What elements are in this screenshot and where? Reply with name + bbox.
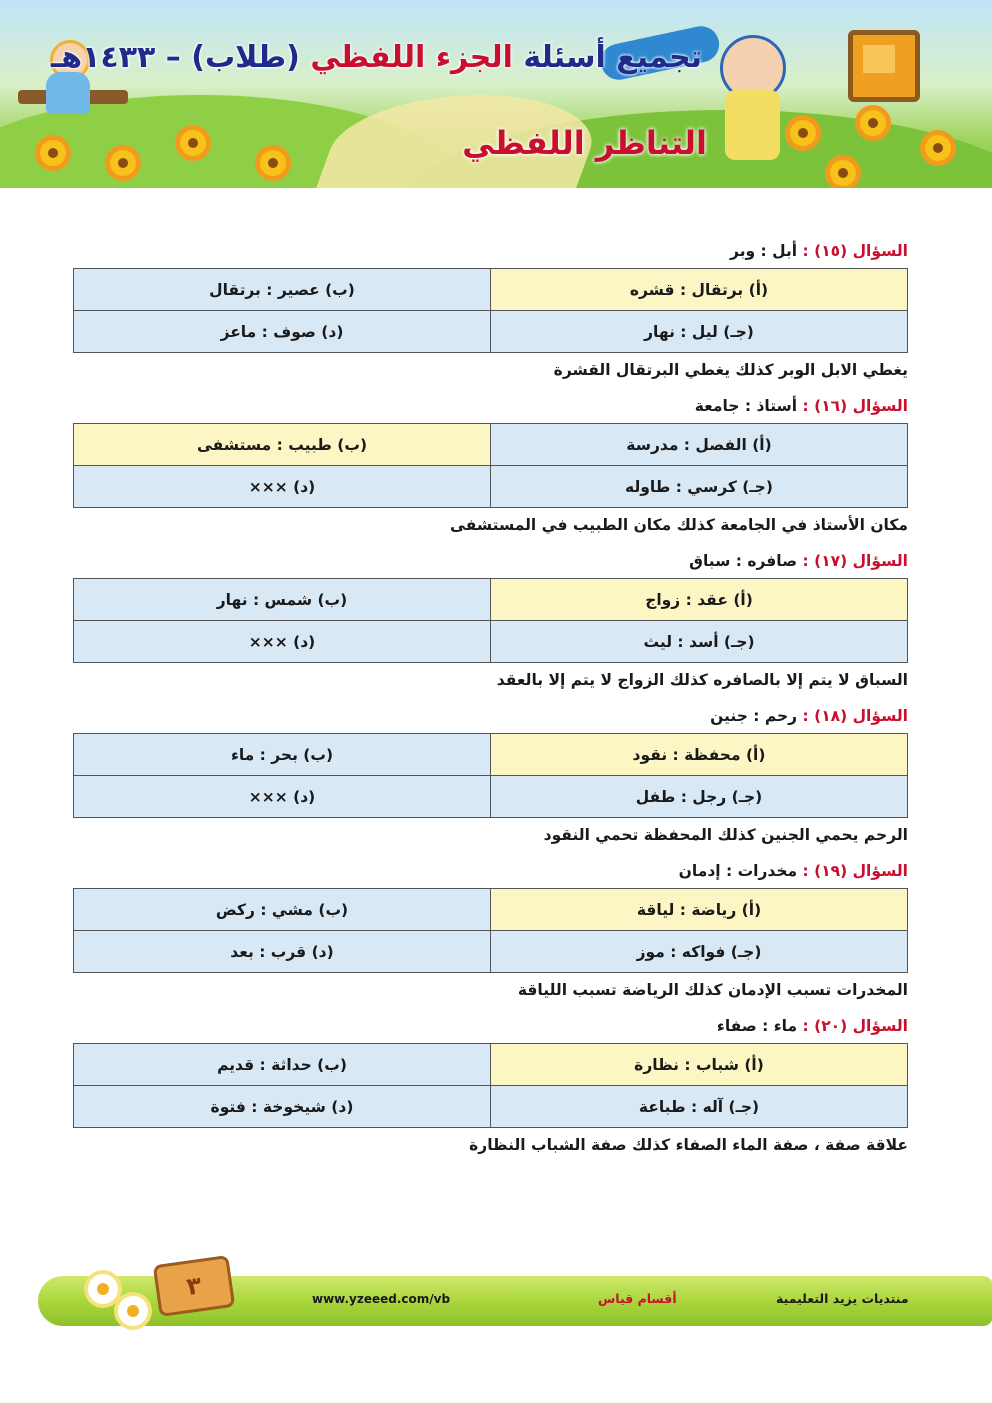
footer-url-link[interactable]: www.yzeeed.com/vb: [312, 1292, 451, 1306]
option-d[interactable]: (د) ×××: [74, 621, 491, 663]
option-d[interactable]: (د) قرب : بعد: [74, 931, 491, 973]
explanation-17: السباق لا يتم إلا بالصافره كذلك الزواج لا يتم إلا بالعقد: [496, 671, 908, 689]
question-label: السؤال (١٥) :: [802, 242, 908, 260]
explanation-16: مكان الأستاذ في الجامعة كذلك مكان الطبيب في المستشفى: [450, 516, 908, 534]
title-part-1: تجميع أسئلة: [523, 40, 702, 75]
option-d[interactable]: (د) ×××: [74, 466, 491, 508]
option-a[interactable]: (أ) محفظة : نقود: [491, 734, 908, 776]
question-label: السؤال (١٨) :: [802, 707, 908, 725]
question-19: [73, 856, 908, 886]
explanation-18: الرحم يحمي الجنين كذلك المحفظة تحمي النقود: [543, 826, 908, 844]
options-table-15: [73, 268, 908, 353]
option-b[interactable]: (ب) عصير : برتقال: [74, 269, 491, 311]
flower-icon: [925, 135, 951, 161]
option-c[interactable]: (جـ) كرسي : طاوله: [491, 466, 908, 508]
option-a[interactable]: (أ) برتقال : قشره: [491, 269, 908, 311]
option-d[interactable]: (د) صوف : ماعز: [74, 311, 491, 353]
question-label: السؤال (١٩) :: [802, 862, 908, 880]
question-pair: رحم : جنين: [710, 707, 798, 725]
option-a[interactable]: (أ) شباب : نظارة: [491, 1044, 908, 1086]
option-a[interactable]: (أ) عقد : زواج: [491, 579, 908, 621]
flower-icon: [830, 160, 856, 186]
option-d[interactable]: (د) ×××: [74, 776, 491, 818]
flower-icon: [110, 150, 136, 176]
question-pair: ماء : صفاء: [716, 1017, 798, 1035]
options-table-20: [73, 1043, 908, 1128]
header-banner: [0, 0, 992, 188]
question-label: السؤال (٢٠) :: [802, 1017, 908, 1035]
option-b[interactable]: (ب) بحر : ماء: [74, 734, 491, 776]
options-table-19: [73, 888, 908, 973]
flower-icon: [860, 110, 886, 136]
option-a[interactable]: (أ) رياضة : لياقة: [491, 889, 908, 931]
options-table-18: [73, 733, 908, 818]
flower-icon: [790, 120, 816, 146]
option-b[interactable]: (ب) شمس : نهار: [74, 579, 491, 621]
explanation-15: يغطي الابل الوبر كذلك يغطي البرتقال القشرة: [553, 361, 908, 379]
option-a[interactable]: (أ) الفصل : مدرسة: [491, 424, 908, 466]
question-pair: أبل : وبر: [730, 242, 798, 260]
flower-icon: [88, 1274, 118, 1304]
option-d[interactable]: (د) شيخوخة : فتوة: [74, 1086, 491, 1128]
option-c[interactable]: (جـ) آله : طباعة: [491, 1086, 908, 1128]
question-pair: مخدرات : إدمان: [678, 862, 798, 880]
question-17: [73, 546, 908, 576]
page-title: [51, 40, 702, 75]
question-16: [73, 391, 908, 421]
question-pair: أستاذ : جامعة: [694, 397, 798, 415]
option-c[interactable]: (جـ) رجل : طفل: [491, 776, 908, 818]
question-label: السؤال (١٦) :: [802, 397, 908, 415]
options-table-17: [73, 578, 908, 663]
questions-list: [73, 232, 908, 1162]
sign-illustration: [848, 30, 920, 102]
option-c[interactable]: (جـ) ليل : نهار: [491, 311, 908, 353]
title-part-3: (طلاب) – ١٤٣٣هـ: [51, 40, 300, 75]
options-table-16: [73, 423, 908, 508]
question-20: [73, 1011, 908, 1041]
title-part-2: الجزء اللفظي: [310, 40, 513, 75]
option-b[interactable]: (ب) طبيب : مستشفى: [74, 424, 491, 466]
option-b[interactable]: (ب) حداثة : قديم: [74, 1044, 491, 1086]
flower-icon: [40, 140, 66, 166]
explanation-20: علاقة صفة ، صفة الماء الصفاء كذلك صفة الشباب النظارة: [469, 1136, 908, 1154]
footer-section-link[interactable]: أقسام قياس: [598, 1291, 677, 1306]
question-label: السؤال (١٧) :: [802, 552, 908, 570]
page-number: ٣: [153, 1255, 235, 1317]
footer-forum-name: منتديات يزيد التعليمية: [776, 1291, 909, 1306]
explanation-19: المخدرات تسبب الإدمان كذلك الرياضة تسبب اللياقة: [517, 981, 908, 999]
option-b[interactable]: (ب) مشي : ركض: [74, 889, 491, 931]
question-pair: صافره : سباق: [689, 552, 798, 570]
flower-icon: [260, 150, 286, 176]
question-18: [73, 701, 908, 731]
option-c[interactable]: (جـ) أسد : ليث: [491, 621, 908, 663]
page-subtitle: التناظر اللفظي: [462, 124, 707, 162]
flower-icon: [180, 130, 206, 156]
footer: [18, 1262, 980, 1340]
option-c[interactable]: (جـ) فواكه : موز: [491, 931, 908, 973]
question-15: [73, 236, 908, 266]
flower-icon: [118, 1296, 148, 1326]
